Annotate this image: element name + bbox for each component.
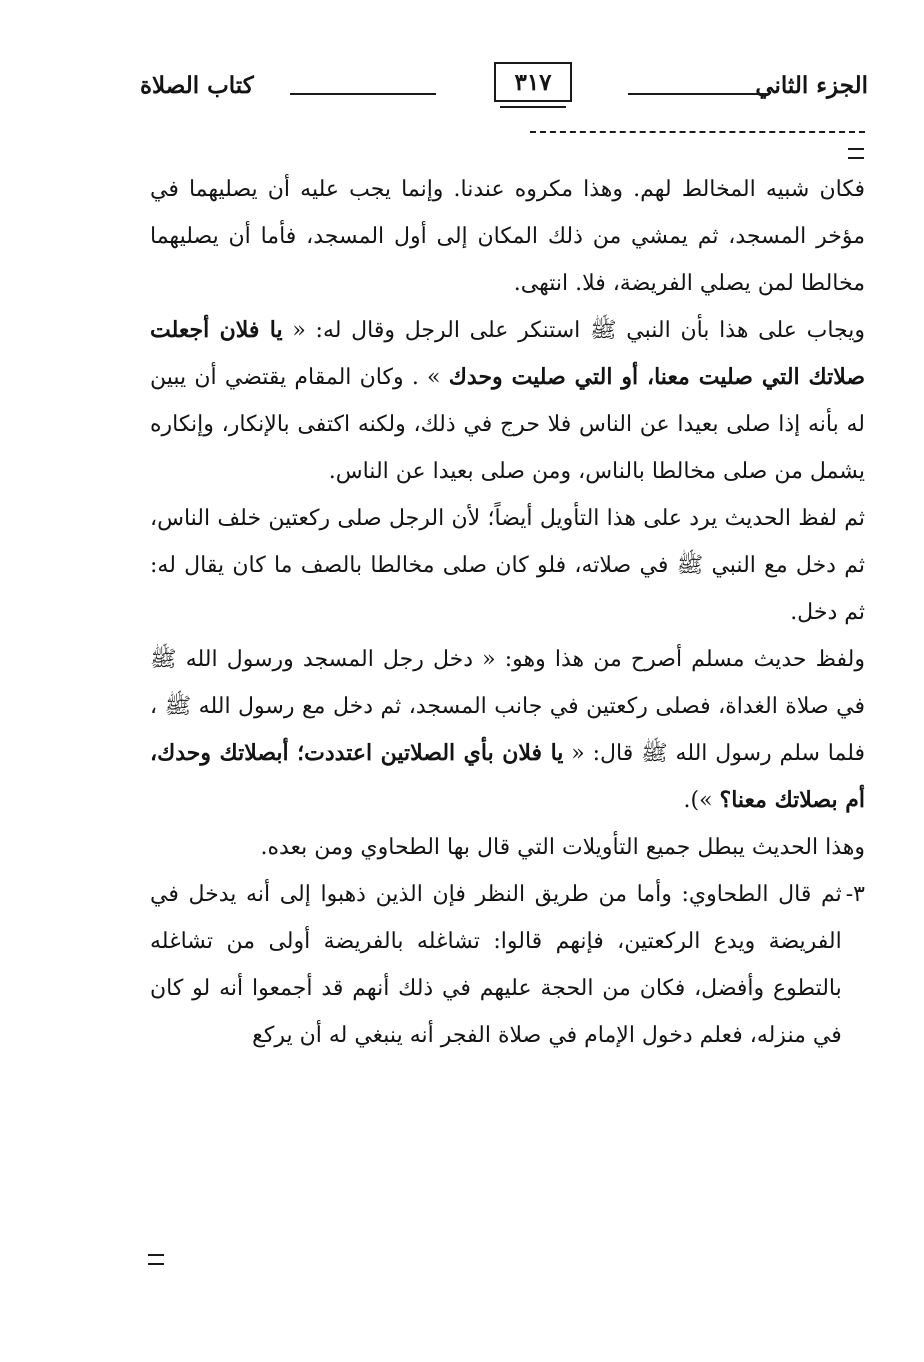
- paragraph-text: وهذا الحديث يبطل جميع التأويلات التي قال بها الطحاوي ومن بعده.: [260, 835, 865, 860]
- header-rule: [628, 93, 768, 95]
- paragraph-text: »).: [683, 788, 720, 813]
- paragraph-text: » . وكان المقام يقتضي أن يبين له بأنه إذا صلى بعيدا عن الناس فلا حرج في ذلك، ولكنه اكتفى بالإنكار، وإنكاره يشمل من صلى مخالطا بالناس، ومن صلى بعيدا عن الناس.: [150, 365, 865, 484]
- hadith-quote: يا فلان أجعلت صلاتك التي صليت معنا، أو التي صليت وحدك: [150, 317, 866, 390]
- continuation-mark: [848, 148, 864, 159]
- paragraph: [150, 636, 865, 824]
- paragraph-text: ثم قال الطحاوي: وأما من طريق النظر فإن الذين ذهبوا إلى أنه يدخل في الفريضة ويدع الركعتين، فإنهم قالوا: تشاغله بالفريضة أولى من تشاغله بالتطوع وأفضل، فكان من الحجة عليهم في ذلك أنهم قد أجمعوا أنه لو كان في منزله، فعلم دخول الإمام في صلاة الفجر أنه ينبغي له أن يركع: [150, 882, 842, 1048]
- paragraph-number: ٣-: [845, 882, 865, 907]
- book-title: كتاب الصلاة: [140, 72, 254, 99]
- continuation-mark: [148, 1254, 164, 1265]
- hadith-quote: يا فلان بأي الصلاتين اعتددت؛ أبصلاتك وحدك، أم بصلاتك معنا؟: [150, 740, 865, 813]
- numbered-paragraph: [150, 871, 865, 1059]
- header-dashed-divider: [530, 131, 865, 133]
- part-label: الجزء الثاني: [755, 72, 868, 99]
- paragraph: [150, 307, 865, 495]
- paragraph-text: ولفظ حديث مسلم أصرح من هذا وهو: « دخل رجل المسجد ورسول الله ﷺ في صلاة الغداة، فصلى ركعتين في جانب المسجد، ثم دخل مع رسول الله ﷺ ، فلما سلم رسول الله ﷺ قال: «: [150, 647, 865, 766]
- paragraph-text: فكان شبيه المخالط لهم. وهذا مكروه عندنا. وإنما يجب عليه أن يصليهما في مؤخر المسجد، ثم يمشي من ذلك المكان إلى أول المسجد، فأما أن يصليهما مخالطا لمن يصلي الفريضة، فلا. انتهى.: [150, 177, 865, 296]
- page-header: [140, 60, 868, 120]
- paragraph-text: ثم لفظ الحديث يرد على هذا التأويل أيضاً؛ لأن الرجل صلى ركعتين خلف الناس، ثم دخل مع النبي ﷺ في صلاته، فلو كان صلى مخالطا بالصف ما كان يقال له: ثم دخل.: [150, 506, 865, 625]
- header-rule: [290, 93, 436, 95]
- main-text: [150, 166, 865, 1059]
- page-number: ٣١٧: [494, 62, 572, 102]
- paragraph: [150, 824, 865, 871]
- paragraph-text: ويجاب على هذا بأن النبي ﷺ استنكر على الرجل وقال له: «: [282, 318, 865, 343]
- paragraph: [150, 495, 865, 636]
- paragraph: [150, 166, 865, 307]
